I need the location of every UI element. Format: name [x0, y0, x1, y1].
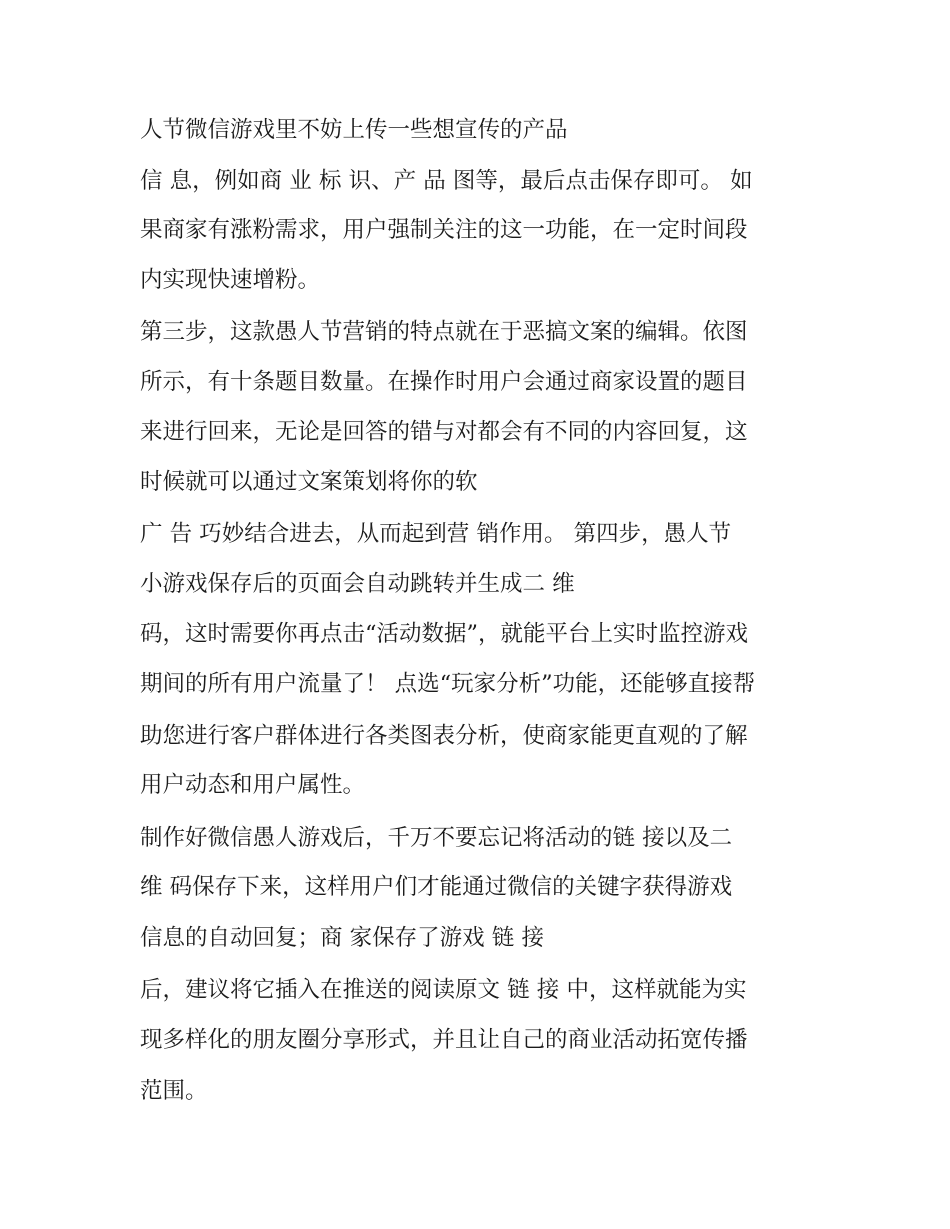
text-line: 期间的所有用户流量了！ 点选“玩家分析”功能，还能够直接帮: [140, 671, 756, 697]
text-line: 来进行回来，无论是回答的错与对都会有不同的内容回复，这: [140, 419, 748, 445]
text-line: 制作好微信愚人游戏后，千万不要忘记将活动的链 接以及二: [140, 825, 733, 851]
text-line: 第三步，这款愚人节营销的特点就在于恶搞文案的编辑。依图: [140, 319, 748, 345]
text-line: 内实现快速增粉。: [140, 267, 321, 293]
text-line: 信息的自动回复；商 家保存了游戏 链 接: [140, 925, 544, 951]
text-line: 范围。: [140, 1078, 208, 1104]
text-line: 维 码保存下来，这样用户们才能通过微信的关键字获得游戏: [140, 874, 733, 900]
text-line: 后，建议将它插入在推送的阅读原文 链 接 中，这样就能为实: [140, 977, 747, 1003]
text-line: 广 告 巧妙结合进去，从而起到营 销作用。 第四步，愚人节: [140, 521, 732, 547]
text-line: 码，这时需要你再点击“活动数据”，就能平台上实时监控游戏: [140, 621, 749, 647]
text-line: 助您进行客户群体进行各类图表分析，使商家能更直观的了解: [140, 723, 748, 749]
text-line: 用户动态和用户属性。: [140, 772, 366, 798]
text-line: 人节微信游戏里不妨上传一些想宣传的产品: [140, 117, 568, 143]
text-line: 时候就可以通过文案策划将你的软: [140, 469, 478, 495]
text-line: 果商家有涨粉需求，用户强制关注的这一功能，在一定时间段: [140, 217, 748, 243]
text-line: 现多样化的朋友圈分享形式，并且让自己的商业活动拓宽传播: [140, 1027, 748, 1053]
text-line: 所示，有十条题目数量。在操作时用户会通过商家设置的题目: [140, 369, 748, 395]
text-line: 信 息，例如商 业 标 识、产 品 图等，最后点击保存即可。 如: [140, 168, 753, 194]
text-line: 小游戏保存后的页面会自动跳转并生成二 维: [140, 571, 575, 597]
